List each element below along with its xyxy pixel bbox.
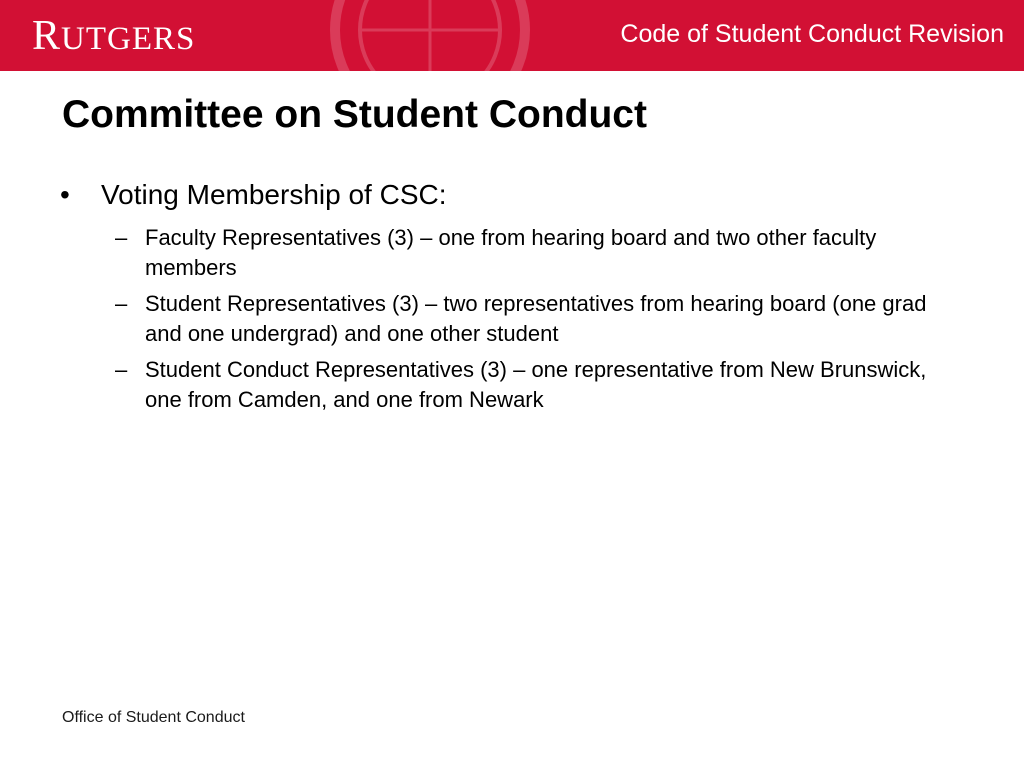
sub-bullet-item <box>115 355 958 415</box>
sub-bullet-text: Student Representatives (3) – two representatives from hearing board (one grad and one undergrad) and one other student <box>145 291 927 346</box>
sub-bullet-item <box>115 289 958 349</box>
bullet-text: Voting Membership of CSC: <box>101 179 447 210</box>
sub-bullet-text: Faculty Representatives (3) – one from hearing board and two other faculty members <box>145 225 877 280</box>
bullet-item <box>58 177 958 213</box>
sub-bullet-item <box>115 223 958 283</box>
header-bar <box>0 0 1024 71</box>
sub-bullet-marker: – <box>115 291 128 316</box>
sub-bullet-marker: – <box>115 357 128 382</box>
slide-title: Committee on Student Conduct <box>62 93 647 136</box>
rutgers-logo[interactable] <box>32 13 195 57</box>
sub-bullet-marker: – <box>115 225 128 250</box>
header-title: Code of Student Conduct Revision <box>620 20 1004 48</box>
sub-bullet-text: Student Conduct Representatives (3) – one representative from New Brunswick, one from Camden, and one from Newark <box>145 357 927 412</box>
logo-rest: UTGERS <box>61 21 196 57</box>
logo-initial: R <box>32 13 62 59</box>
bullet-marker: • <box>60 179 70 210</box>
footer-text: Office of Student Conduct <box>62 709 245 726</box>
slide-content <box>58 177 958 421</box>
seal-watermark-icon <box>300 0 560 71</box>
